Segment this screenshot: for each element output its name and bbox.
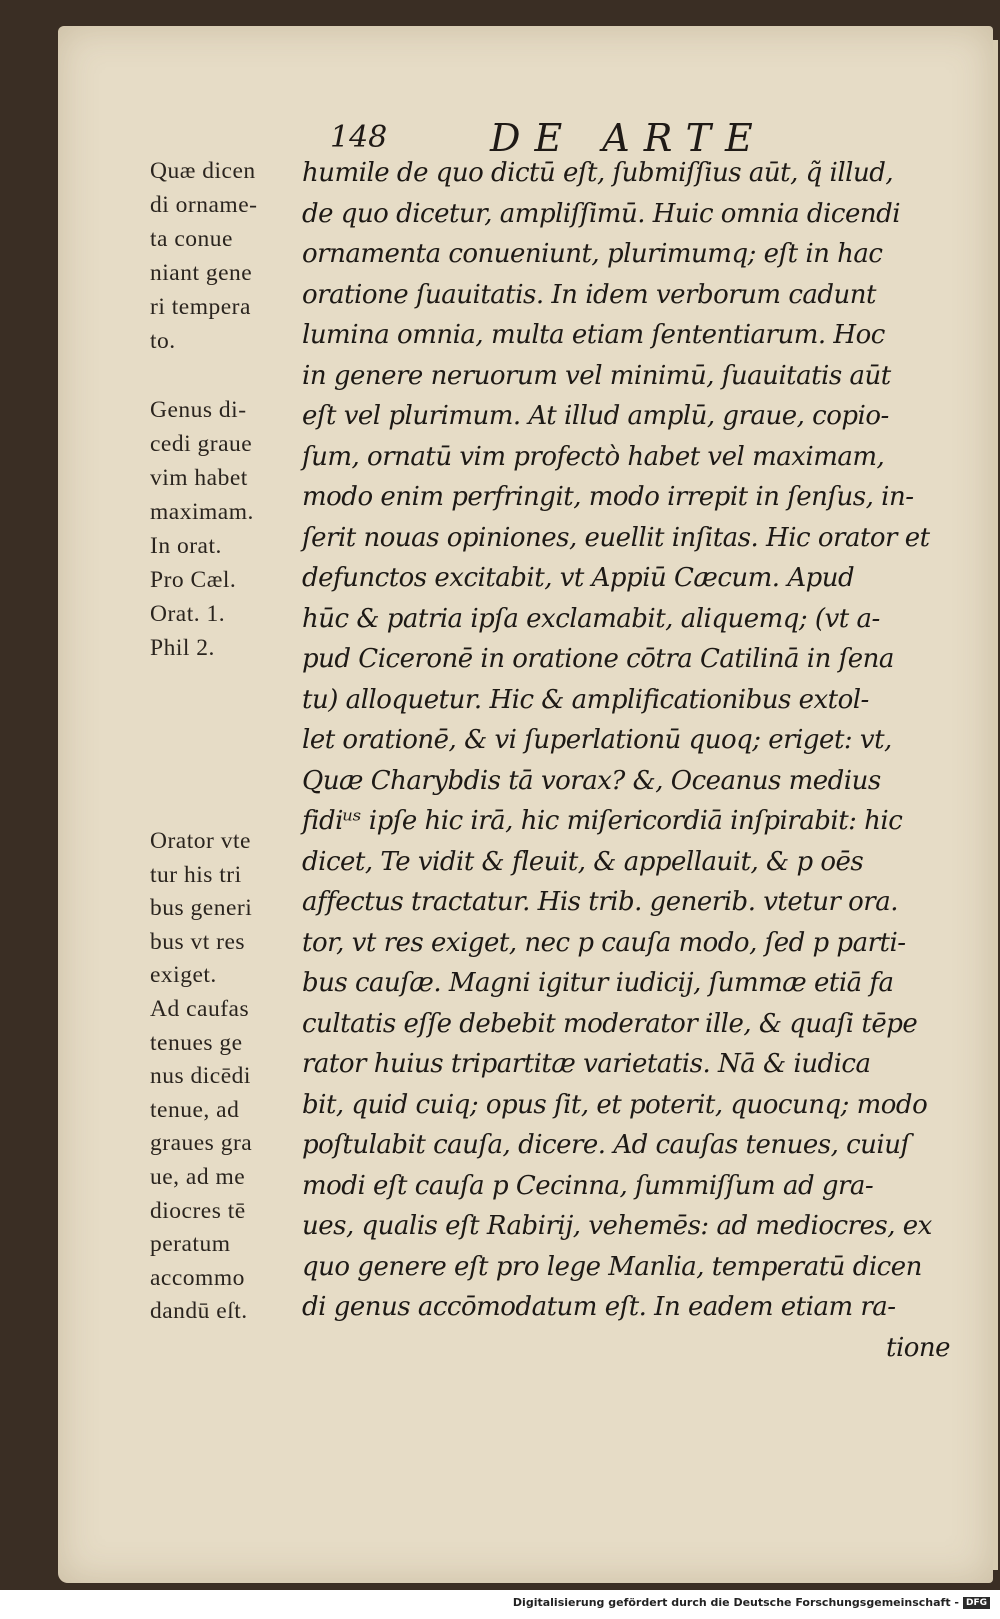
margin-note-line: Ad caufas bbox=[150, 996, 250, 1022]
margin-note-line: vim habet bbox=[150, 465, 248, 491]
margin-note-line: tenue, ad bbox=[150, 1096, 240, 1123]
text-line: bit, quid cuiq; opus ſit, et poterit, quocunq; modo bbox=[302, 1089, 928, 1120]
text-line: ornamenta conueniunt, plurimumq; eſt in hac bbox=[302, 239, 883, 269]
margin-note-line: cedi graue bbox=[150, 431, 253, 457]
text-line: di genus accōmodatum eſt. In eadem etiam ra- bbox=[302, 1292, 896, 1322]
text-line: lumina omnia, multa etiam ſententiarum. Hoc bbox=[302, 320, 885, 350]
catchword: tione bbox=[886, 1332, 951, 1363]
text-line: hūc & patria ipſa exclamabit, aliquemq; (vt a- bbox=[302, 603, 880, 634]
text-line: ſum, ornatū vim profectò habet vel maximam, bbox=[302, 441, 885, 472]
body-text bbox=[302, 0, 992, 1619]
page-number: 148 bbox=[330, 120, 388, 155]
margin-note-line: ri tempera bbox=[150, 294, 251, 320]
text-line: let orationē, & vi ſuperlationū quoq; eriget: vt, bbox=[302, 725, 892, 755]
dfg-logo: DFG bbox=[963, 1597, 990, 1609]
text-line: dicet, Te vidit & fleuit, & appellauit, & p oēs bbox=[302, 846, 864, 877]
text-line: cultatis eſſe debebit moderator ille, & quaſi tēpe bbox=[302, 1008, 918, 1039]
margin-note-line: Genus di- bbox=[150, 397, 247, 423]
margin-note-line: exiget. bbox=[150, 962, 217, 989]
text-line: oratione ſuauitatis. In idem verborum cadunt bbox=[302, 279, 876, 310]
footer-text: Digitalisierung gefördert durch die Deutsche Forschungsgemeinschaft - bbox=[512, 1596, 959, 1609]
margin-note-line: tenues ge bbox=[150, 1029, 243, 1056]
text-line: poſtulabit cauſa, dicere. Ad cauſas tenues, cuiuſ bbox=[302, 1130, 910, 1160]
text-line: fidiᵘˢ ipſe hic irā, hic miſericordiā inſpirabit: hic bbox=[302, 806, 903, 836]
margin-note-line: Quæ dicen bbox=[150, 158, 256, 184]
margin-notes bbox=[150, 0, 300, 1619]
text-line: defunctos excitabit, vt Appiū Cæcum. Apud bbox=[302, 563, 855, 593]
margin-note-line: to. bbox=[150, 328, 176, 354]
margin-note-line: tur his tri bbox=[150, 861, 242, 888]
text-line: tor, vt res exiget, nec p cauſa modo, ſed p parti- bbox=[302, 927, 906, 958]
text-line: bus cauſæ. Magni igitur iudicij, ſummæ etiā fa bbox=[302, 968, 894, 998]
margin-note-line: Orator vte bbox=[150, 828, 251, 854]
text-line: tu) alloquetur. Hic & amplificationibus extol- bbox=[302, 684, 869, 715]
margin-note-line: di orname- bbox=[150, 192, 258, 218]
text-line: quo genere eſt pro lege Manlia, temperatū dicen bbox=[302, 1251, 922, 1282]
margin-note-line: Phil 2. bbox=[150, 635, 215, 661]
text-line: ſerit nouas opiniones, euellit inſitas. Hic orator et bbox=[302, 522, 930, 553]
running-title: DE ARTE bbox=[490, 116, 767, 160]
margin-note-line: maximam. bbox=[150, 499, 254, 525]
text-line: eſt vel plurimum. At illud amplū, graue, copio- bbox=[302, 401, 889, 431]
text-line: modo enim perfringit, modo irrepit in ſenſus, in- bbox=[302, 482, 914, 512]
margin-note-line: In orat. bbox=[150, 533, 222, 559]
text-line: ues, qualis eſt Rabirij, vehemēs: ad mediocres, ex bbox=[302, 1211, 932, 1241]
margin-note-line: nus dicēdi bbox=[150, 1063, 251, 1090]
text-line: humile de quo dictū eſt, ſubmiſſius aūt, q̃ illud, bbox=[302, 158, 894, 188]
margin-note-line: Orat. 1. bbox=[150, 601, 226, 627]
margin-note-line: niant gene bbox=[150, 260, 253, 286]
margin-note-line: peratum bbox=[150, 1231, 231, 1258]
margin-note-line: bus generi bbox=[150, 895, 253, 922]
margin-note-line: ue, ad me bbox=[150, 1164, 246, 1190]
text-line: rator huius tripartitæ varietatis. Nā & iudica bbox=[302, 1049, 871, 1079]
footer bbox=[513, 1596, 990, 1609]
text-line: in genere neruorum vel minimū, ſuauitatis aūt bbox=[302, 360, 891, 391]
text-line: Quæ Charybdis tā vorax? &, Oceanus medius bbox=[302, 765, 881, 796]
margin-note-line: Pro Cæl. bbox=[150, 567, 237, 593]
margin-note-line: ta conue bbox=[150, 226, 233, 252]
margin-note-line: dandū eſt. bbox=[150, 1298, 248, 1325]
margin-note-line: bus vt res bbox=[150, 928, 246, 955]
text-line: de quo dicetur, ampliſſimū. Huic omnia dicendi bbox=[302, 198, 901, 229]
text-line: pud Ciceronē in oratione cōtra Catilinā in ſena bbox=[302, 644, 894, 674]
margin-note-line: graues gra bbox=[150, 1130, 253, 1157]
margin-note-line: diocres tē bbox=[150, 1197, 246, 1224]
text-line: affectus tractatur. His trib. generib. vtetur ora. bbox=[302, 887, 898, 917]
margin-note-line: accommo bbox=[150, 1264, 245, 1291]
text-line: modi eſt cauſa p Cecinna, ſummiſſum ad gra- bbox=[302, 1170, 874, 1201]
